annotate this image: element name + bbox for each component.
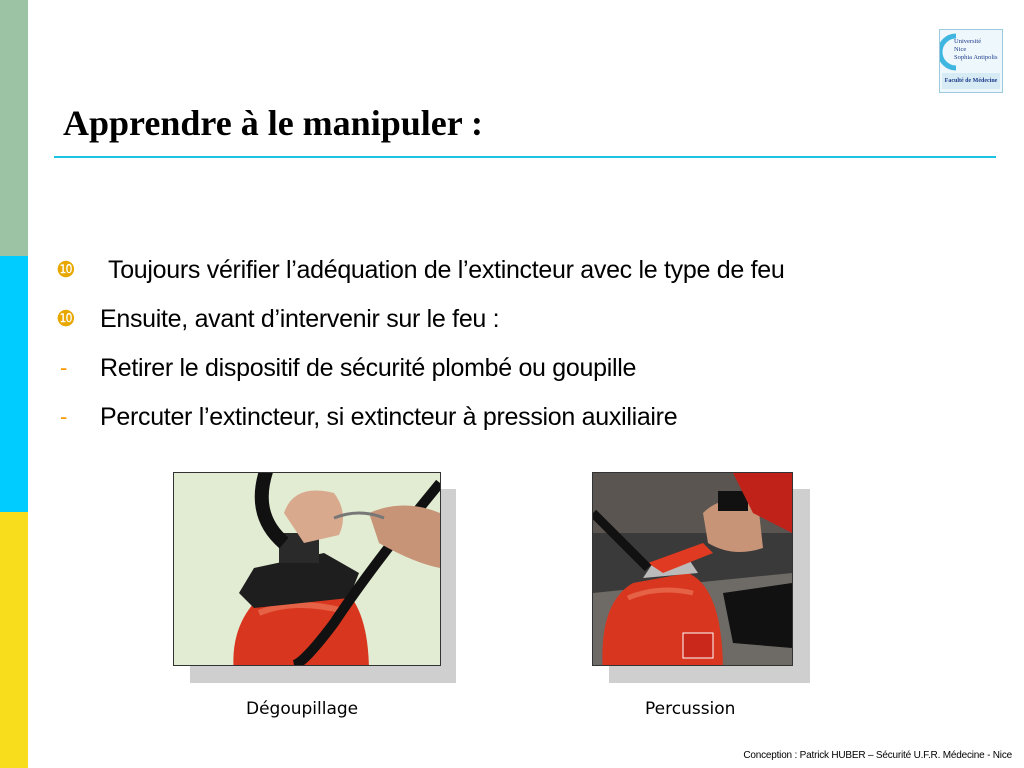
logo-faculty-band: Faculté de Médecine — [942, 73, 1000, 89]
title-underline — [54, 156, 996, 158]
bullet-item — [56, 252, 784, 288]
sidebar-green-band — [0, 0, 28, 256]
logo-text-line1: Université — [954, 38, 982, 45]
bullet-item — [56, 301, 499, 337]
photo-striking-extinguisher-cartridge — [592, 472, 793, 666]
ten-circled-bullet-icon: ❿ — [56, 257, 76, 282]
bullet-text: Retirer le dispositif de sécurité plombé ou goupille — [100, 353, 637, 382]
bullet-text: Toujours vérifier l’adéquation de l’extincteur avec le type de feu — [108, 255, 785, 284]
logo-text-line2: Nice — [954, 46, 967, 53]
sidebar-cyan-band — [0, 256, 28, 512]
bullet-text: Ensuite, avant d’intervenir sur le feu : — [100, 304, 500, 333]
photo-pulling-pin-from-extinguisher — [173, 472, 441, 666]
university-logo — [939, 29, 1003, 93]
dash-bullet-icon: - — [60, 404, 68, 429]
sidebar-yellow-band — [0, 512, 28, 768]
decorative-sidebar — [0, 0, 28, 768]
bullet-item — [56, 350, 636, 386]
bullet-text: Percuter l’extincteur, si extincteur à pression auxiliaire — [100, 402, 678, 431]
footer-credit: Conception : Patrick HUBER – Sécurité U.F.R. Médecine - Nice — [743, 750, 1012, 761]
slide-title: Apprendre à le manipuler : — [63, 103, 484, 143]
logo-text-line3: Sophia Antipolis — [954, 54, 998, 61]
dash-bullet-icon: - — [60, 355, 68, 380]
photo-caption: Dégoupillage — [246, 699, 359, 719]
bullet-item — [56, 399, 677, 435]
photo-caption: Percussion — [645, 699, 736, 719]
ten-circled-bullet-icon: ❿ — [56, 306, 76, 331]
